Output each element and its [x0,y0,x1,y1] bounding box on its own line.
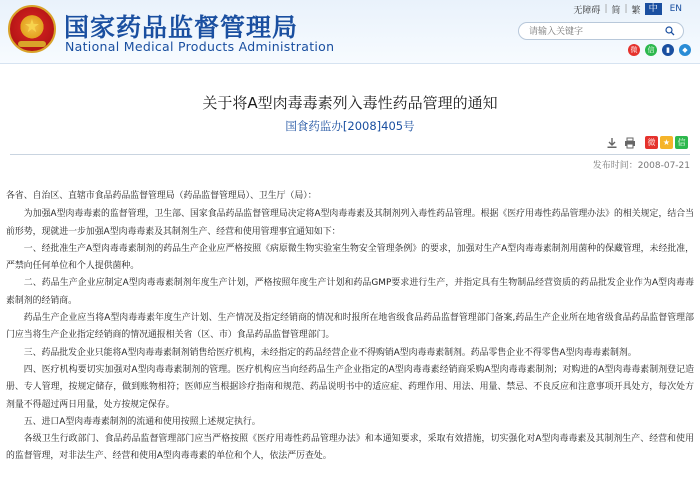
paragraph: 三、药品批发企业只能将A型肉毒毒素制剂销售给医疗机构，未经指定的药品经营企业不得购销A型肉毒毒素制剂。药品零售企业不得零售A型肉毒毒素制剂。 [23,347,637,358]
title-divider [10,154,690,155]
top-links [573,3,686,15]
national-emblem-logo[interactable] [8,5,56,53]
lang-traditional-link[interactable]: 繁 [631,5,641,16]
paragraph: 药品生产企业应当将A型肉毒毒素年度生产计划、生产情况及指定经销商的情况和时报所在地省级食品药品监督管理部门备案,药品生产企业所在地省级食品药品监督管理部门应当将生产企业指定经销商的情况通报相关省（区、市）食品药品监督管理部门。 [6,313,694,341]
print-icon[interactable] [624,137,636,149]
accessibility-link[interactable]: 无障碍 [573,5,601,16]
wechat-icon[interactable]: 信 [645,44,657,56]
download-icon[interactable] [606,137,618,149]
document-number: 国食药监办[2008]405号 [285,119,415,133]
site-header [0,0,700,64]
article-share-bar [645,136,688,149]
app-icon[interactable]: ◆ [679,44,691,56]
lang-en-button[interactable]: EN [669,4,682,14]
article-body [6,188,694,466]
lang-cn-button[interactable]: 中 [645,3,662,15]
article-tools [606,137,636,149]
salutation: 各省、自治区、直辖市食品药品监督管理局（药品监督管理局）、卫生厅（局）： [6,191,317,201]
publish-time: 发布时间：2008-07-21 [592,161,690,171]
site-name-en: National Medical Products Administration [65,39,335,54]
paragraph: 各级卫生行政部门、食品药品监督管理部门应当严格按照《医疗用毒性药品管理办法》和本通知要求，采取有效措施，切实强化对A型肉毒毒素及其制剂生产、经营和使用的监督管理，对非法生产、经营和使用A型肉毒毒素的单位和个人，依法严厉查处。 [6,434,694,462]
weibo-share-icon[interactable]: 微 [645,136,658,149]
header-share-bar [628,44,691,56]
lang-simplified-link[interactable]: 简 [611,5,621,16]
paragraph: 四、医疗机构要切实加强对A型肉毒毒素制剂的管理。医疗机构应当向经药品生产企业指定的A型肉毒毒素经销商采购A型肉毒毒素制剂；对购进的A型肉毒毒素制剂登记造册、专人管理，按规定储存，做到账物相符；医师应当根据诊疗指南和规范、药品说明书中的适应症、药理作用、用法、用量、禁忌、不良反应和注意事项开具处方，每次处方剂量不得超过两日用量，处方按规定保存。 [6,364,694,410]
emblem-base [18,41,46,47]
site-name-cn[interactable]: 国家药品监督管理局 [64,13,299,42]
search-input[interactable] [529,26,659,37]
search-icon[interactable] [665,26,675,36]
paragraph: 二、药品生产企业应制定A型肉毒毒素制剂年度生产计划，严格按照年度生产计划和药品GMP要求进行生产，并指定具有生物制品经营资质的药品批发企业作为A型肉毒毒素制剂的经销商。 [6,278,694,306]
star-icon: ★ [23,16,41,38]
article-title: 关于将A型肉毒毒素列入毒性药品管理的通知 [202,94,498,112]
wechat-share-icon[interactable]: 信 [675,136,688,149]
weibo-icon[interactable]: 微 [628,44,640,56]
paragraph: 五、进口A型肉毒毒素制剂的流通和使用按照上述规定执行。 [23,416,261,427]
separator: | [604,4,608,14]
search-box [518,22,684,40]
qzone-share-icon[interactable]: ★ [660,136,673,149]
paragraph: 一、经批准生产A型肉毒毒素制剂的药品生产企业应严格按照《病原微生物实验室生物安全管理条例》的要求，加强对生产A型肉毒毒素制剂用菌种的保藏管理，未经批准，严禁向任何单位和个人提供菌种。 [6,243,694,272]
paragraph: 为加强A型肉毒毒素的监督管理，卫生部、国家食品药品监督管理局决定将A型肉毒毒素及其制剂列入毒性药品管理。根据《医疗用毒性药品管理办法》的相关规定，结合当前形势，现就进一步加强A型肉毒毒素及其制剂生产、经营和使用管理事宜通知如下： [6,209,694,237]
mobile-icon[interactable]: ▮ [662,44,674,56]
separator: | [624,4,628,14]
